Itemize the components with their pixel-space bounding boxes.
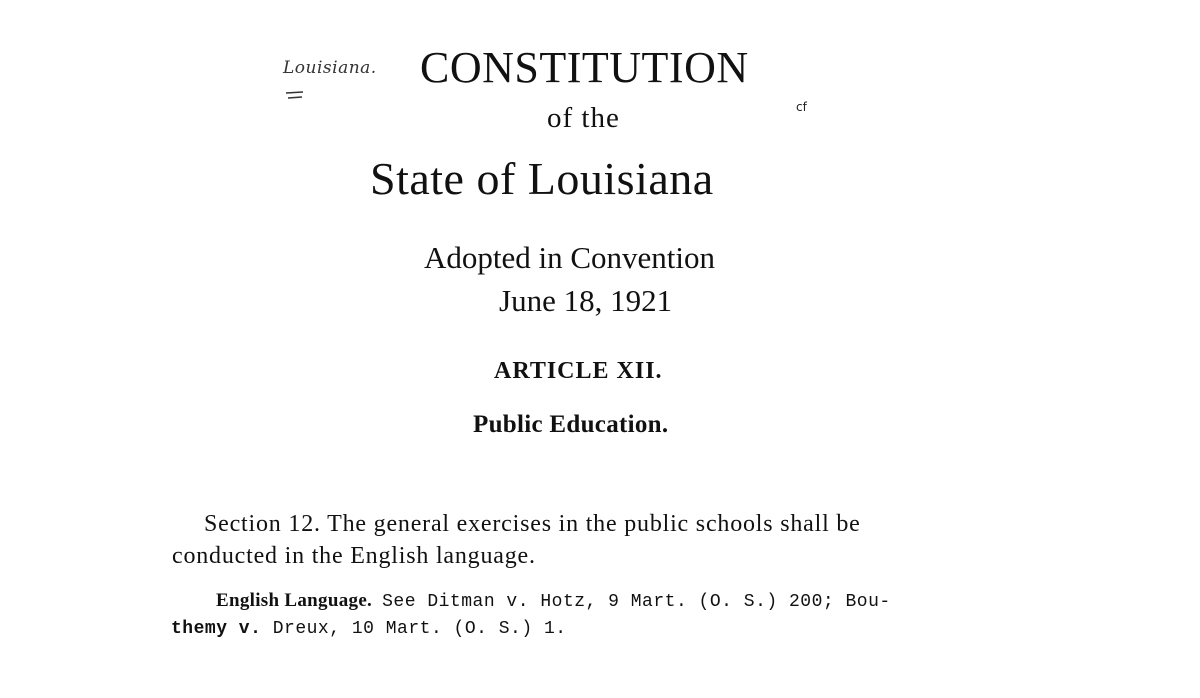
article-number: ARTICLE XII. <box>494 358 663 384</box>
document-title: CONSTITUTION <box>420 43 749 92</box>
title-connector: of the <box>547 102 620 134</box>
annotation-note-line-2 <box>171 619 567 639</box>
handwritten-underline-icon <box>285 90 305 100</box>
section-text-line-2: conducted in the English language. <box>172 543 536 569</box>
article-subject: Public Education. <box>473 411 669 438</box>
adoption-date: June 18, 1921 <box>499 283 673 318</box>
handwritten-note: Louisiana. <box>283 58 377 78</box>
corner-mark: cf <box>796 100 807 114</box>
annotation-citation-2: Dreux, 10 Mart. (O. S.) 1. <box>261 619 567 639</box>
annotation-case-name: themy v. <box>171 619 262 639</box>
annotation-citation-1: See Ditman v. Hotz, 9 Mart. (O. S.) 200; Bou- <box>382 592 891 612</box>
annotation-note-line-1 <box>216 590 891 612</box>
annotation-heading: English Language. <box>216 590 373 611</box>
section-text-line-1: Section 12. The general exercises in the public schools shall be <box>204 511 861 537</box>
adoption-line: Adopted in Convention <box>424 240 716 275</box>
state-name: State of Louisiana <box>370 153 714 204</box>
